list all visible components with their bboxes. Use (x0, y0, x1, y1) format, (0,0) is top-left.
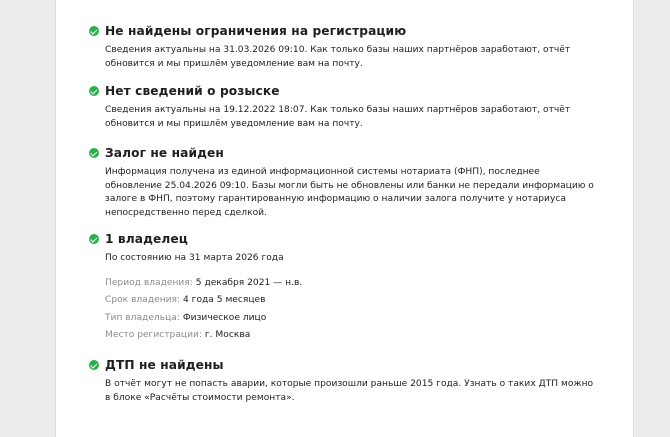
description-line: В отчёт могут не попасть аварии, которые произошли раньше 2015 года. Узнать о таких ДТП можно (105, 379, 594, 389)
wanted-section (89, 84, 629, 131)
section-title: Нет сведений о розыске (105, 84, 280, 98)
owners-section (89, 232, 629, 345)
check-circle-icon (89, 234, 99, 244)
check-circle-icon (89, 148, 99, 158)
description-line: Сведения актуальны на 19.12.2022 18:07. Как только базы наших партнёров заработают, отчёт (105, 105, 571, 115)
check-circle-icon (89, 360, 99, 370)
detail-value: 5 декабря 2021 — н.в. (195, 277, 303, 288)
owner-detail-row (105, 310, 629, 328)
description-line: в блоке «Расчёты стоимости ремонта». (105, 392, 295, 403)
description-line: обновится и мы пришлём уведомление вам на почту. (105, 58, 363, 69)
description-line: обновление 25.04.2026 09:10. Базы могли быть не обновлены или банки не передали информацию о (105, 180, 594, 191)
description-line: непосредственно перед сделкой. (105, 207, 267, 218)
detail-value: 4 года 5 месяцев (183, 295, 266, 305)
restrictions-section (89, 24, 629, 71)
section-description (105, 378, 629, 405)
detail-label: Место регистрации: (105, 330, 202, 340)
description-line: залоге в ФНП, поэтому гарантированную информацию о наличии залога получите у нотариуса (105, 194, 566, 204)
detail-label: Период владения: (105, 277, 193, 288)
section-title: ДТП не найдены (105, 358, 224, 372)
owner-detail-row (105, 275, 629, 293)
description-line: Информация получена из единой информационной системы нотариата (ФНП), последнее (105, 167, 540, 177)
section-title: Залог не найден (105, 146, 224, 160)
section-description (105, 44, 629, 71)
owner-detail-row (105, 327, 629, 345)
description-line: Сведения актуальны на 31.03.2026 09:10. Как только базы наших партнёров заработают, отчёт (105, 45, 571, 55)
date-note-text: По состоянию на 31 марта 2026 года (105, 253, 284, 263)
check-circle-icon (89, 86, 99, 96)
section-title: 1 владелец (105, 232, 188, 246)
section-description (105, 104, 629, 131)
report-card (55, 0, 634, 437)
check-circle-icon (89, 26, 99, 36)
owner-detail-row (105, 292, 629, 310)
detail-label: Срок владения: (105, 295, 181, 305)
owners-date-note (105, 252, 629, 266)
accidents-section (89, 358, 629, 405)
detail-value: г. Москва (204, 330, 251, 340)
section-description (105, 166, 629, 220)
section-title: Не найдены ограничения на регистрацию (105, 24, 407, 38)
description-line: обновится и мы пришлём уведомление вам на почту. (105, 118, 363, 129)
pledge-section (89, 146, 629, 220)
detail-label: Тип владельца: (105, 312, 180, 323)
detail-value: Физическое лицо (182, 312, 267, 323)
